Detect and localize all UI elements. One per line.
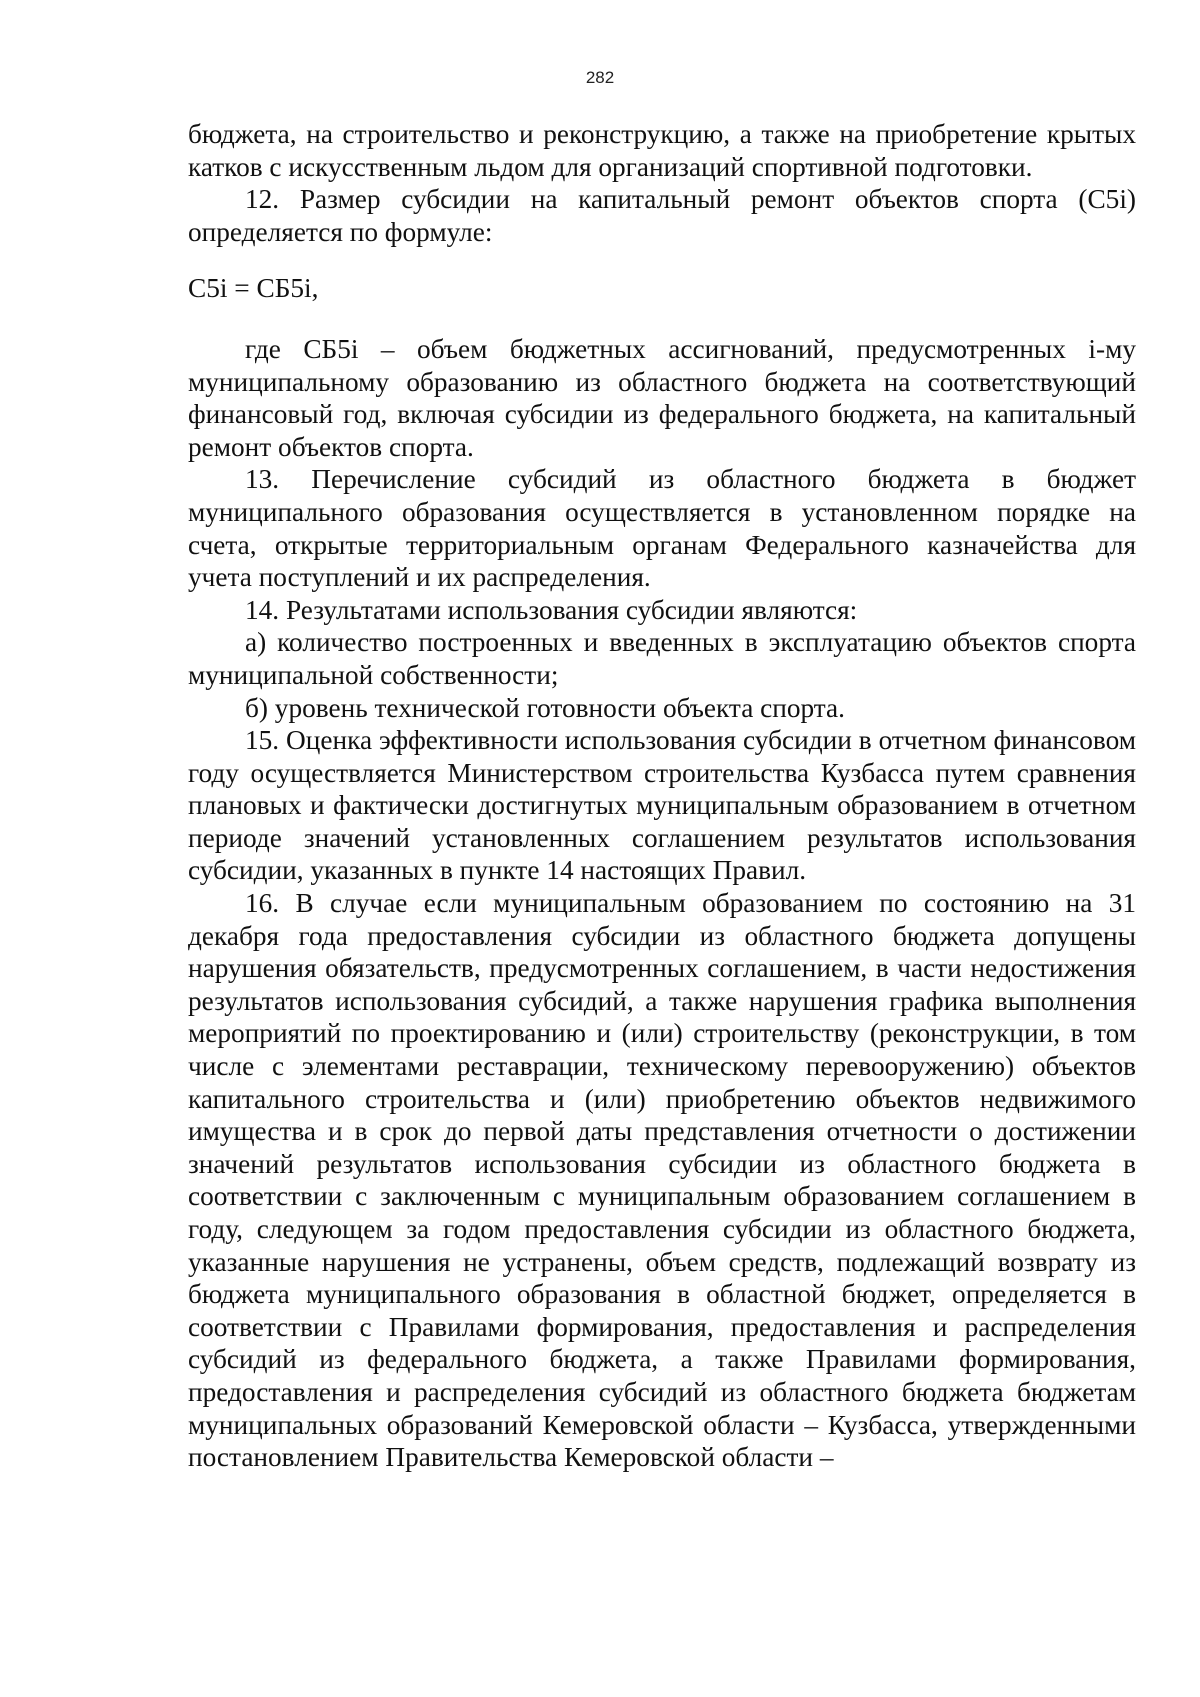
page-number: 282 — [585, 68, 615, 87]
paragraph-item-14-a: а) количество построенных и введенных в эксплуатацию объектов спорта муниципальной собственности; — [188, 627, 1136, 690]
paragraph-item-14: 14. Результатами использования субсидии являются: — [245, 594, 858, 625]
paragraph-item-12: 12. Размер субсидии на капитальный ремонт объектов спорта (С5i) определяется по формуле: — [188, 184, 1136, 247]
paragraph-item-13: 13. Перечисление субсидий из областного бюджета в бюджет муниципального образования осуществляется в установленном порядке на счета, открытые территориальным органам Федерального казначейства для учета поступлений и их распределения. — [188, 464, 1136, 593]
paragraph-item-15: 15. Оценка эффективности использования субсидии в отчетном финансовом году осуществляется Министерством строительства Кузбасса путем сравнения плановых и фактически достигнутых муниципальным образованием в отчетном периоде значений установленных соглашением результатов использования субсидии, указанных в пункте 14 настоящих Правил. — [188, 725, 1136, 886]
formula: С5i = СБ5i, — [188, 273, 319, 304]
document-body — [188, 118, 1136, 1474]
paragraph-formula-explanation: где СБ5i – объем бюджетных ассигнований, предусмотренных i-му муниципальному образованию из областного бюджета на соответствующий финансовый год, включая субсидии из федерального бюджета, на капитальный ремонт объектов спорта. — [188, 333, 1136, 462]
paragraph-item-16: 16. В случае если муниципальным образованием по состоянию на 31 декабря года предоставления субсидии из областного бюджета допущены нарушения обязательств, предусмотренных соглашением, в части недостижения результатов использования субсидий, а также нарушения графика выполнения мероприятий по проектированию и (или) строительству (реконструкции, в том числе с элементами реставрации, техническому перевооружению) объектов капитального строительства и (или) приобретению объектов недвижимого имущества и в срок до первой даты представления отчетности о достижении значений результатов использования субсидии из областного бюджета в соответствии с заключенным с муниципальным образованием соглашением в году, следующем за годом предоставления субсидии из областного бюджета, указанные нарушения не устранены, объем средств, подлежащий возврату из бюджета муниципального образования в областной бюджет, определяется в соответствии с Правилами формирования, предоставления и распределения субсидий из федерального бюджета, а также Правилами формирования, предоставления и распределения субсидий из областного бюджета бюджетам муниципальных образований Кемеровской области – Кузбасса, утвержденными постановлением Правительства Кемеровской области – — [188, 888, 1136, 1473]
paragraph-item-14-b: б) уровень технической готовности объекта спорта. — [245, 692, 845, 723]
paragraph-continuation: бюджета, на строительство и реконструкцию, а также на приобретение крытых катков с искусственным льдом для организаций спортивной подготовки. — [188, 119, 1136, 182]
